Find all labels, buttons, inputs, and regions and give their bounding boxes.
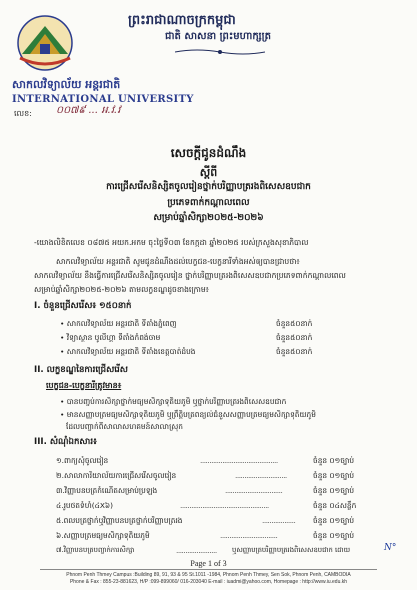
leader-dots: .................. [262, 516, 296, 525]
paragraph-line-1: សាកលវិទ្យាល័យ អន្តរជាតិ សូមជូនដំណឹងដល់បេក្ខជន-បេក្ខនារីទាំងអស់ឲ្យបានជ្រាបថា៖ [56, 257, 300, 266]
university-name-khmer: សាកលវិទ្យាល័យ អន្តរជាតិ [12, 78, 121, 91]
leader-dots: ...................... [176, 546, 217, 555]
document-item: ៥.ពលបត្រថ្នាក់ឬវិញ្ញាបនបត្រថ្នាក់បរិញ្ញាបត្ររង [56, 516, 183, 525]
reference-label: លេខ: [14, 109, 32, 118]
list-item-value: ចំនួន៥០នាក់ [276, 333, 313, 342]
kingdom-heading: ព្រះរាជាណាចក្រកម្ពុជា [128, 13, 236, 28]
document-item-value: ចំនួន ០៤សន្លឹក [313, 501, 357, 510]
document-item-value: ចំនួន ០១ច្បាប់ [313, 531, 355, 540]
university-logo [12, 14, 78, 72]
subject-line-3: សម្រាប់ឆ្នាំសិក្សា២០២៥-២០២៦ [153, 213, 264, 223]
list-item: • វិទ្យាស្ថាន បូលីហ្គា ទីតាំងកំពង់ចាម [60, 333, 161, 342]
leader-dots: ............................... [220, 531, 278, 540]
subject-line-1: ការជ្រើសរើសនិស្សិតចូលរៀនថ្នាក់បរិញ្ញាបត្ររងពិសេសឧបជាក [106, 182, 311, 192]
section-3-heading: III. សំណុំឯកសារ៖ [34, 437, 97, 447]
footer-contact: Phone & Fax : 855-23-881623, H/P :099-899060/ 016-203040 E-mail : iuadmi@yahoo.com, Homepage : http://www.iu.edu.kh [69, 579, 348, 585]
reference-line: -យោងលិខិតលេខ ០៨៧៥ អយក.អកម ចុះថ្ងៃទី០៣ ខែកក្កដា ឆ្នាំ២០២៥ របស់ក្រសួងសុខាភិបាល [34, 238, 309, 247]
list-item: • សាកលវិទ្យាល័យ អន្តរជាតិ ទីតាំងភ្នំពេញ [60, 319, 177, 328]
paragraph-line-2: សាកលវិទ្យាល័យ នឹងធ្វើការជ្រើសរើសនិស្សិតចូលរៀន ថ្នាក់បរិញ្ញាបត្ររងពិសេសឧបជាកប្រភេទពាក់កណ្តាលពេល [34, 271, 346, 280]
footer-divider [40, 569, 377, 570]
list-item-continuation: ដែលបញ្ជាក់ពីសាលាសហគមន៍សាលាស្រុក [66, 422, 183, 431]
section-2-heading: II. លក្ខខណ្ឌនៃការជ្រើសរើស [34, 365, 128, 375]
leader-dots: ................................................ [180, 501, 269, 510]
list-item: • មានសញ្ញាបត្រមធ្យមសិក្សាទុតិយភូមិ ឬព្រឹត្តិបត្រពន្យល់ជំនួសសញ្ញាបត្រមធ្យមសិក្សាទុតិយភូមិ [60, 410, 316, 419]
university-name-english: INTERNATIONAL UNIVERSITY [12, 94, 194, 105]
subject-line-2: ប្រភេទពាក់កណ្តាលពេល [167, 198, 250, 208]
document-item-value: ចំនួន ០១ច្បាប់ [313, 516, 355, 525]
national-motto: ជាតិ សាសនា ព្រះមហាក្សត្រ [165, 31, 271, 42]
document-item: ១.ពាក្យសុំចូលរៀន [56, 456, 109, 465]
document-item: ៦.សញ្ញាបត្រមធ្យមសិក្សាទុតិយភូមិ [56, 531, 150, 540]
paragraph-line-3: សម្រាប់ឆ្នាំសិក្សា២០២៥-២០២៦ តាមលក្ខខណ្ឌដូចខាងក្រោម៖ [34, 285, 209, 294]
document-item-value: ចំនួន ០១ច្បាប់ [313, 456, 355, 465]
document-item-value: ឬសញ្ញាបត្របរិញ្ញាបត្ររងពិសេសឧបជាក ដោយ [232, 546, 351, 554]
ornament-divider [175, 48, 265, 56]
list-item-value: ចំនួន៥០នាក់ [276, 319, 313, 328]
section-2-subheading: បេក្ខជន-បេក្ខនារីត្រូវមាន៖ [46, 381, 122, 390]
leader-dots: .......................................... [200, 456, 278, 465]
subject-label: ស្តីពី [199, 166, 218, 179]
page-number: Page 1 of 3 [190, 559, 227, 568]
section-1-heading: I. ចំនួនជ្រើសរើស៖ ១៥០នាក់ [34, 301, 132, 311]
notice-title: សេចក្តីជូនដំណឹង [170, 146, 247, 160]
list-item: • បានបញ្ចប់ការសិក្សាថ្នាក់មធ្យមសិក្សាទុតិយភូមិ ឬថ្នាក់បរិញ្ញាបត្ររងពិសេសឧបជាក [60, 397, 287, 406]
document-item: ៧.វិញ្ញាបនបត្របញ្ជាក់ការសិក្សា [56, 546, 135, 554]
document-item: ២.សាលាការិយាល័យការជ្រើសរើសចូលរៀន [56, 471, 177, 480]
leader-dots: ............................... [225, 486, 283, 495]
document-item-value: ចំនួន ០១ច្បាប់ [313, 486, 355, 495]
document-item: ៣.វិញ្ញាបនបត្រកំណើតសម្រាប់ប្រឡង [56, 486, 158, 495]
reference-number: ០០៧៩ ... អ.វ.វ [56, 105, 121, 116]
list-item: • សាកលវិទ្យាល័យ អន្តរជាតិ ទីតាំងខេត្តបាត់ដំបង [60, 347, 196, 356]
footer-address: Phnom Penh Thmey Campus :Building 89, 91, 93 & 95 St.1011 -1984, Phnom Penh Thmey, Sen Sok, Phnom Penh, CAMBODIA [66, 572, 351, 578]
document-item-value: ចំនួន ០១ច្បាប់ [313, 471, 355, 480]
list-item-value: ចំនួន៥០នាក់ [276, 347, 313, 356]
handwritten-mark: N° [384, 543, 397, 553]
leader-dots: ............................ [235, 471, 287, 480]
document-item: ៤.រូបថតទំហំ(៤X៦) [56, 501, 114, 510]
